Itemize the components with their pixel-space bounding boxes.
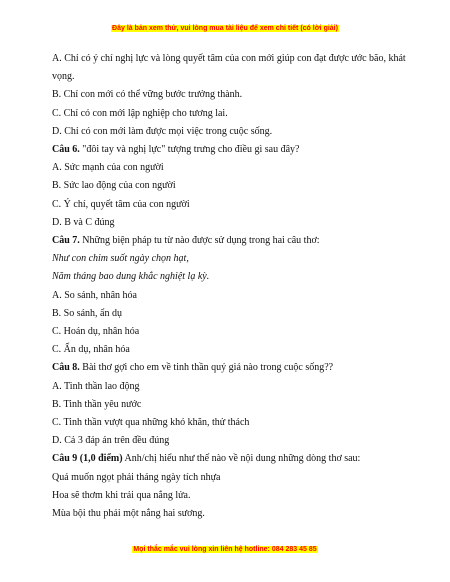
q8-option-c: C. Tinh thần vượt qua những khó khăn, thử thách [52,417,250,429]
q9-verse-line-2: Hoa sẽ thơm khi trải qua nắng lửa. [52,489,191,501]
q6-question [52,141,412,159]
q8-question [52,359,412,377]
q7-question [52,232,412,250]
q9-text: Anh/chị hiểu như thế nào về nội dung những dòng thơ sau: [124,453,361,465]
q7-option-c: C. Hoán dụ, nhân hóa [52,326,140,338]
q5-option-d: D. Chỉ có con mới làm được mọi việc trong cuộc sống. [52,125,273,137]
q6-option-a: A. Sức mạnh của con người [52,162,164,174]
q5-option-c: C. Chỉ có con mới lập nghiệp cho tương lai. [52,107,228,119]
q9-question [52,450,412,468]
q8-option-b: B. Tinh thần yêu nước [52,398,142,410]
q7-option-a: A. So sánh, nhân hóa [52,289,137,301]
q9-label: Câu 9 (1,0 điểm) [52,453,123,465]
q6-text: "đôi tay và nghị lực" tượng trưng cho điều gì sau đây? [82,144,300,156]
q8-option-a: A. Tinh thần lao động [52,380,140,392]
q7-verse-line-1: Như con chim suốt ngày chọn hạt, [52,253,189,265]
q7-verse-line-2: Năm tháng bao dung khắc nghiệt lạ kỳ. [52,271,210,283]
q9-verse-line-1: Quả muốn ngọt phải tháng ngày tích nhựa [52,471,221,483]
footer-banner-text: Mọi thắc mắc vui lòng xin liên hệ hotline: 084 283 45 85 [133,546,317,553]
q7-option-d: C. Ẩn dụ, nhân hóa [52,344,130,356]
q6-option-b: B. Sức lao động của con người [52,180,176,192]
q7-option-b: B. So sánh, ẩn dụ [52,307,122,319]
document-body [52,50,412,523]
q5-option-a: A. Chỉ có ý chí nghị lực và lòng quyết tâm của con mới giúp con đạt được ước bão, khát vọng. [52,53,406,83]
header-preview-banner [0,24,450,34]
q7-label: Câu 7. [52,235,80,247]
header-banner-text: Đây là bản xem thử, vui lòng mua tài liệu để xem chi tiết (có lời giải) [112,25,338,32]
q6-option-d: D. B và C đúng [52,216,115,228]
q5-option-b: B. Chỉ con mới có thể vững bước trưởng thành. [52,89,243,101]
q7-text: Những biện pháp tu từ nào được sử dụng trong hai câu thơ: [82,235,320,247]
q6-label: Câu 6. [52,144,80,156]
q9-verse-line-3: Mùa bội thu phải một nắng hai sương. [52,508,205,520]
q8-label: Câu 8. [52,362,80,374]
footer-hotline-banner [0,545,450,555]
q6-option-c: C. Ý chí, quyết tâm của con người [52,198,190,210]
q8-option-d: D. Cả 3 đáp án trên đều đúng [52,435,170,447]
q8-text: Bài thơ gợi cho em về tinh thần quý giá nào trong cuộc sống?? [82,362,334,374]
